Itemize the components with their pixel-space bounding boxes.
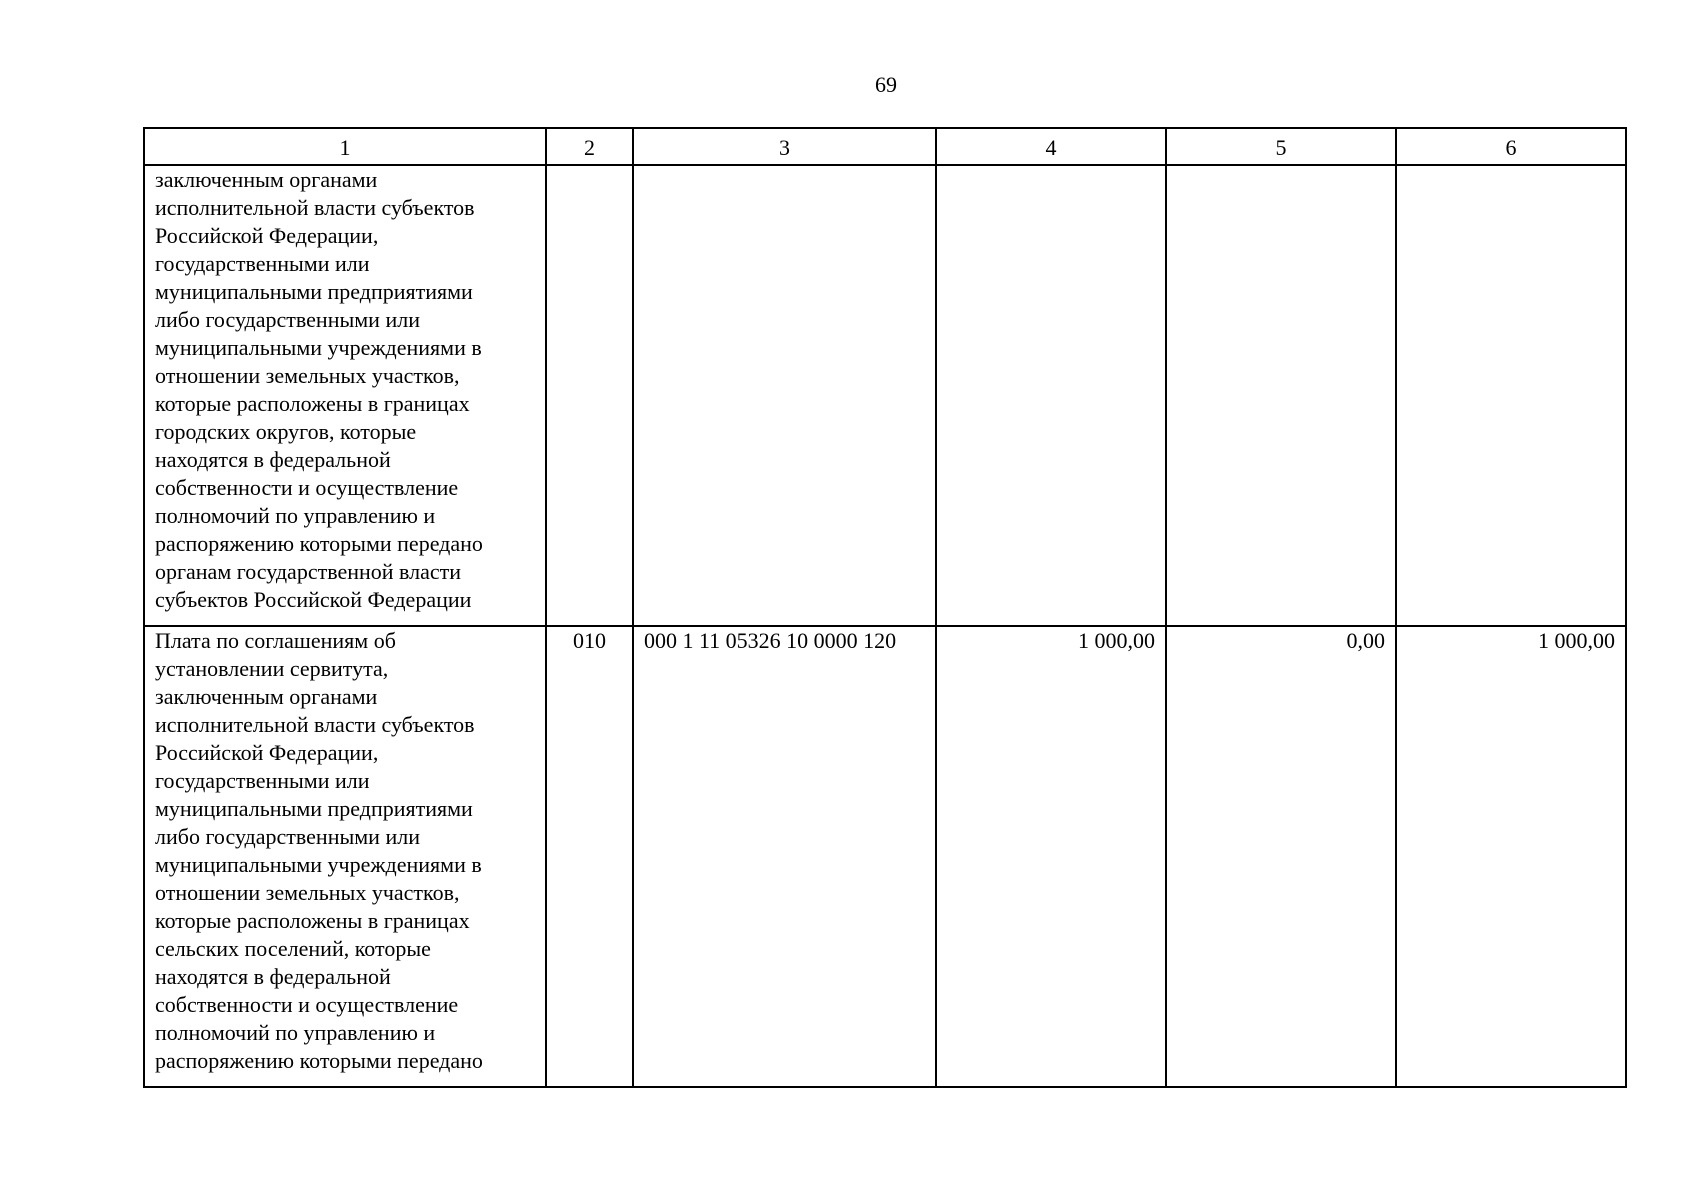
column-header-5: 5 <box>1166 128 1396 165</box>
line-code-cell: 010 <box>546 626 633 1087</box>
row-name-cell: заключенным органами исполнительной власти субъектов Российской Федерации, государственными или муниципальными предприятиями либо государственными или муниципальными учреждениями в отношении земельных участков, которые расположены в границах городских округов, которые находятся в федеральной собственности и осуществление полномочий по управлению и распоряжению которыми передано органам государственной власти субъектов Российской Федерации <box>144 165 546 626</box>
amount-col4-cell <box>936 165 1166 626</box>
kbk-code-cell <box>633 165 936 626</box>
line-code-cell <box>546 165 633 626</box>
kbk-code-cell: 000 1 11 05326 10 0000 120 <box>633 626 936 1087</box>
amount-col5-cell <box>1166 165 1396 626</box>
table-row <box>144 626 1626 1087</box>
column-header-4: 4 <box>936 128 1166 165</box>
table-row <box>144 165 1626 626</box>
table-header-row <box>144 128 1626 165</box>
amount-col4-cell: 1 000,00 <box>936 626 1166 1087</box>
amount-col6-cell: 1 000,00 <box>1396 626 1626 1087</box>
amount-col6-cell <box>1396 165 1626 626</box>
report-table <box>143 127 1627 1088</box>
column-header-6: 6 <box>1396 128 1626 165</box>
amount-col5-cell: 0,00 <box>1166 626 1396 1087</box>
column-header-2: 2 <box>546 128 633 165</box>
row-name-cell: Плата по соглашениям об установлении сервитута, заключенным органами исполнительной власти субъектов Российской Федерации, государственными или муниципальными предприятиями либо государственными или муниципальными учреждениями в отношении земельных участков, которые расположены в границах сельских поселений, которые находятся в федеральной собственности и осуществление полномочий по управлению и распоряжению которыми передано <box>144 626 546 1087</box>
page-number: 69 <box>875 72 897 97</box>
column-header-3: 3 <box>633 128 936 165</box>
column-header-1: 1 <box>144 128 546 165</box>
